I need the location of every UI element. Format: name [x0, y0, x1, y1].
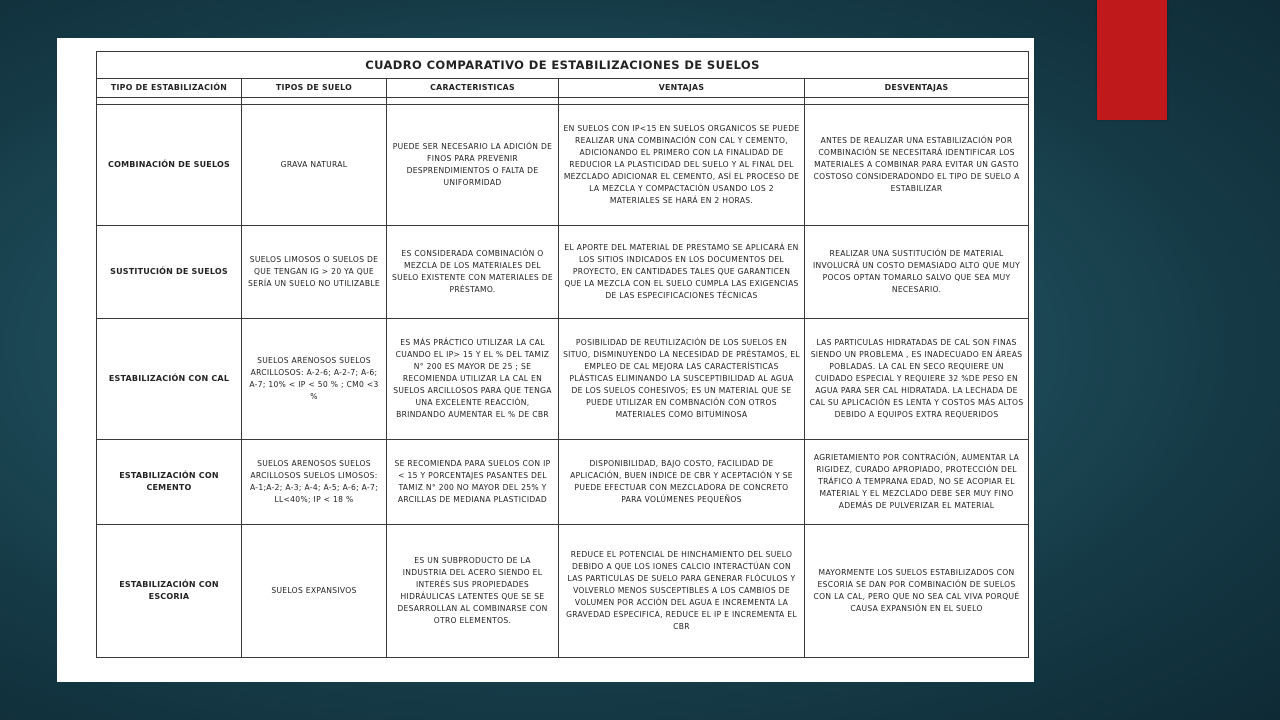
table-row: [97, 319, 1029, 440]
cell-desventajas: MAYORMENTE LOS SUELOS ESTABILIZADOS CON ESCORIA SE DAN POR COMBINACIÓN DE SUELOS CON LA CAL, PERO QUE NO SEA CAL VIVA PORQUÉ CAUSA EXPANSIÓN EN EL SUELO: [805, 525, 1029, 658]
cell-caracteristicas: ES UN SUBPRODUCTO DE LA INDUSTRIA DEL ACERO SIENDO EL INTERÉS SUS PROPIEDADES HIDRÁULICAS LATENTES QUE SE SE DESARROLLAN AL COMBINARSE CON OTRO ELEMENTOS.: [387, 525, 559, 658]
cell-desventajas: AGRIETAMIENTO POR CONTRACIÓN, AUMENTAR LA RIGIDEZ, CURADO APROPIADO, PROTECCIÓN DEL TRÁFICO A TEMPRANA EDAD, NO SE ACOPIAR EL MATERIAL Y EL MEZCLADO DEBE SER MUY FINO ADEMÁS DE PULVERIZAR EL MATERIAL: [805, 440, 1029, 525]
cell-tipo: COMBINACIÓN DE SUELOS: [97, 105, 242, 226]
cell-suelo: SUELOS EXPANSIVOS: [242, 525, 387, 658]
cell-suelo: GRAVA NATURAL: [242, 105, 387, 226]
table-row: [97, 525, 1029, 658]
header-ventajas: VENTAJAS: [559, 79, 805, 98]
table-row: [97, 105, 1029, 226]
cell-caracteristicas: ES MÁS PRÁCTICO UTILIZAR LA CAL CUANDO EL IP> 15 Y EL % DEL TAMIZ N° 200 ES MAYOR DE 25 ; SE RECOMIENDA UTILIZAR LA CAL EN SUELOS ARCILLOSOS PARA QUE TENGA UNA EXCELENTE REACCIÓN, BRINDANDO AUMENTAR EL % DE CBR: [387, 319, 559, 440]
table-row: [97, 226, 1029, 319]
cell-caracteristicas: PUEDE SER NECESARIO LA ADICIÓN DE FINOS PARA PREVENIR DESPRENDIMIENTOS O FALTA DE UNIFORMIDAD: [387, 105, 559, 226]
cell-ventajas: DISPONIBILIDAD, BAJO COSTO, FACILIDAD DE APLICACIÓN, BUEN INDICE DE CBR Y ACEPTACIÓN Y SE PUEDE EFECTUAR CON MEZCLADORA DE CONCRETO PARA VOLÚMENES PEQUEÑOS: [559, 440, 805, 525]
table-title: CUADRO COMPARATIVO DE ESTABILIZACIONES DE SUELOS: [97, 52, 1029, 79]
cell-suelo: SUELOS ARENOSOS SUELOS ARCILLOSOS SUELOS LIMOSOS: A-1;A-2; A-3; A-4; A-5; A-6; A-7; LL<40%; IP < 18 %: [242, 440, 387, 525]
cell-desventajas: ANTES DE REALIZAR UNA ESTABILIZACIÓN POR COMBINACIÓN SE NECESITARÁ IDENTIFICAR LOS MATERIALES A COMBINAR PARA EVITAR UN GASTO COSTOSO CONSIDERADONDO EL TIPO DE SUELO A ESTABILIZAR: [805, 105, 1029, 226]
cell-caracteristicas: ES CONSIDERADA COMBINACIÓN O MEZCLA DE LOS MATERIALES DEL SUELO EXISTENTE CON MATERIALES DE PRÉSTAMO.: [387, 226, 559, 319]
cell-suelo: SUELOS ARENOSOS SUELOS ARCILLOSOS: A-2-6; A-2-7; A-6; A-7; 10% < IP < 50 % ; CM0 <3 %: [242, 319, 387, 440]
cell-desventajas: REALIZAR UNA SUSTITUCIÓN DE MATERIAL INVOLUCRÁ UN COSTO DEMASIADO ALTO QUE MUY POCOS OPTAN TOMARLO SALVO QUE SEA MUY NECESARIO.: [805, 226, 1029, 319]
header-tipo-estabilizacion: TIPO DE ESTABILIZACIÓN: [97, 79, 242, 98]
cell-tipo: ESTABILIZACIÓN CON CAL: [97, 319, 242, 440]
document-image: [57, 38, 1034, 682]
cell-ventajas: EN SUELOS CON IP<15 EN SUELOS ORGANICOS SE PUEDE REALIZAR UNA COMBINACIÓN CON CAL Y CEMENTO, ADICIONANDO EL PRIMERO CON LA FINALIDAD DE REDUCIOR LA PLASTICIDAD DEL SUELO Y AL FINAL DEL MEZCLADO ADICIONAR EL CEMENTO, ASÍ EL PROCESO DE LA MEZCLA Y COMPACTACIÓN USANDO LOS 2 MATERIALES SE HARÁ EN 2 HORAS.: [559, 105, 805, 226]
red-accent-bar: [1097, 0, 1167, 120]
header-caracteristicas: CARACTERISTICAS: [387, 79, 559, 98]
table-row: [97, 440, 1029, 525]
cell-ventajas: EL APORTE DEL MATERIAL DE PRESTAMO SE APLICARÁ EN LOS SITIOS INDICADOS EN LOS DOCUMENTOS DEL PROYECTO, EN CANTIDADES TALES QUE GARANTICEN QUE LA MEZCLA CON EL SUELO CUMPLA LAS EXIGENCIAS DE LAS ESPECIFICACIONES TÉCNICAS: [559, 226, 805, 319]
cell-desventajas: LAS PARTICULAS HIDRATADAS DE CAL SON FINAS SIENDO UN PROBLEMA , ES INADECUADO EN ÁREAS POBLADAS. LA CAL EN SECO REQUIERE UN CUIDADO ESPECIAL Y REQUIERE 32 %DE PESO EN AGUA PARA SER CAL HIDRATADA. LA LECHADA DE CAL SU APLICACIÓN ES LENTA Y COSTOS MÁS ALTOS DEBIDO A EQUIPOS EXTRA REQUERIDOS: [805, 319, 1029, 440]
cell-ventajas: POSIBILIDAD DE REUTILIZACIÓN DE LOS SUELOS EN SITUO, DISMINUYENDO LA NECESIDAD DE PRÉSTAMOS, EL EMPLEO DE CAL MEJORA LAS CARACTERÍSTICAS PLÁSTICAS ELIMINANDO LA SUSCEPTIBILIDAD AL AGUA DE LOS SUELOS COHESIVOS; ES UN MATERIAL QUE SE PUEDE UTILIZAR EN COMBNACIÓN CON OTROS MATERIALES COMO BITUMINOSA: [559, 319, 805, 440]
cell-tipo: SUSTITUCIÓN DE SUELOS: [97, 226, 242, 319]
spacer-row: [97, 98, 1029, 105]
cell-ventajas: REDUCE EL POTENCIAL DE HINCHAMIENTO DEL SUELO DEBIDO A QUE LOS IONES CALCIO INTERACTÚAN CON LAS PARTICULAS DE SUELO PARA GENERAR FLÓCULOS Y VOLVERLO MENOS SUSCEPTIBLES A LOS CAMBIOS DE VOLUMEN POR ACCIÓN DEL AGUA E INCREMENTA LA GRAVEDAD ESPECIFICA, REDUCE EL IP E INCREMENTA EL CBR: [559, 525, 805, 658]
header-tipos-suelo: TIPOS DE SUELO: [242, 79, 387, 98]
cell-tipo: ESTABILIZACIÓN CON CEMENTO: [97, 440, 242, 525]
comparison-table: [96, 51, 1029, 658]
cell-tipo: ESTABILIZACIÓN CON ESCORIA: [97, 525, 242, 658]
cell-caracteristicas: SE RECOMIENDA PARA SUELOS CON IP < 15 Y PORCENTAJES PASANTES DEL TAMIZ N° 200 NO MAYOR DEL 25% Y ARCILLAS DE MEDIANA PLASTICIDAD: [387, 440, 559, 525]
cell-suelo: SUELOS LIMOSOS O SUELOS DE QUE TENGAN IG > 20 YA QUE SERÍA UN SUELO NO UTILIZABLE: [242, 226, 387, 319]
header-desventajas: DESVENTAJAS: [805, 79, 1029, 98]
